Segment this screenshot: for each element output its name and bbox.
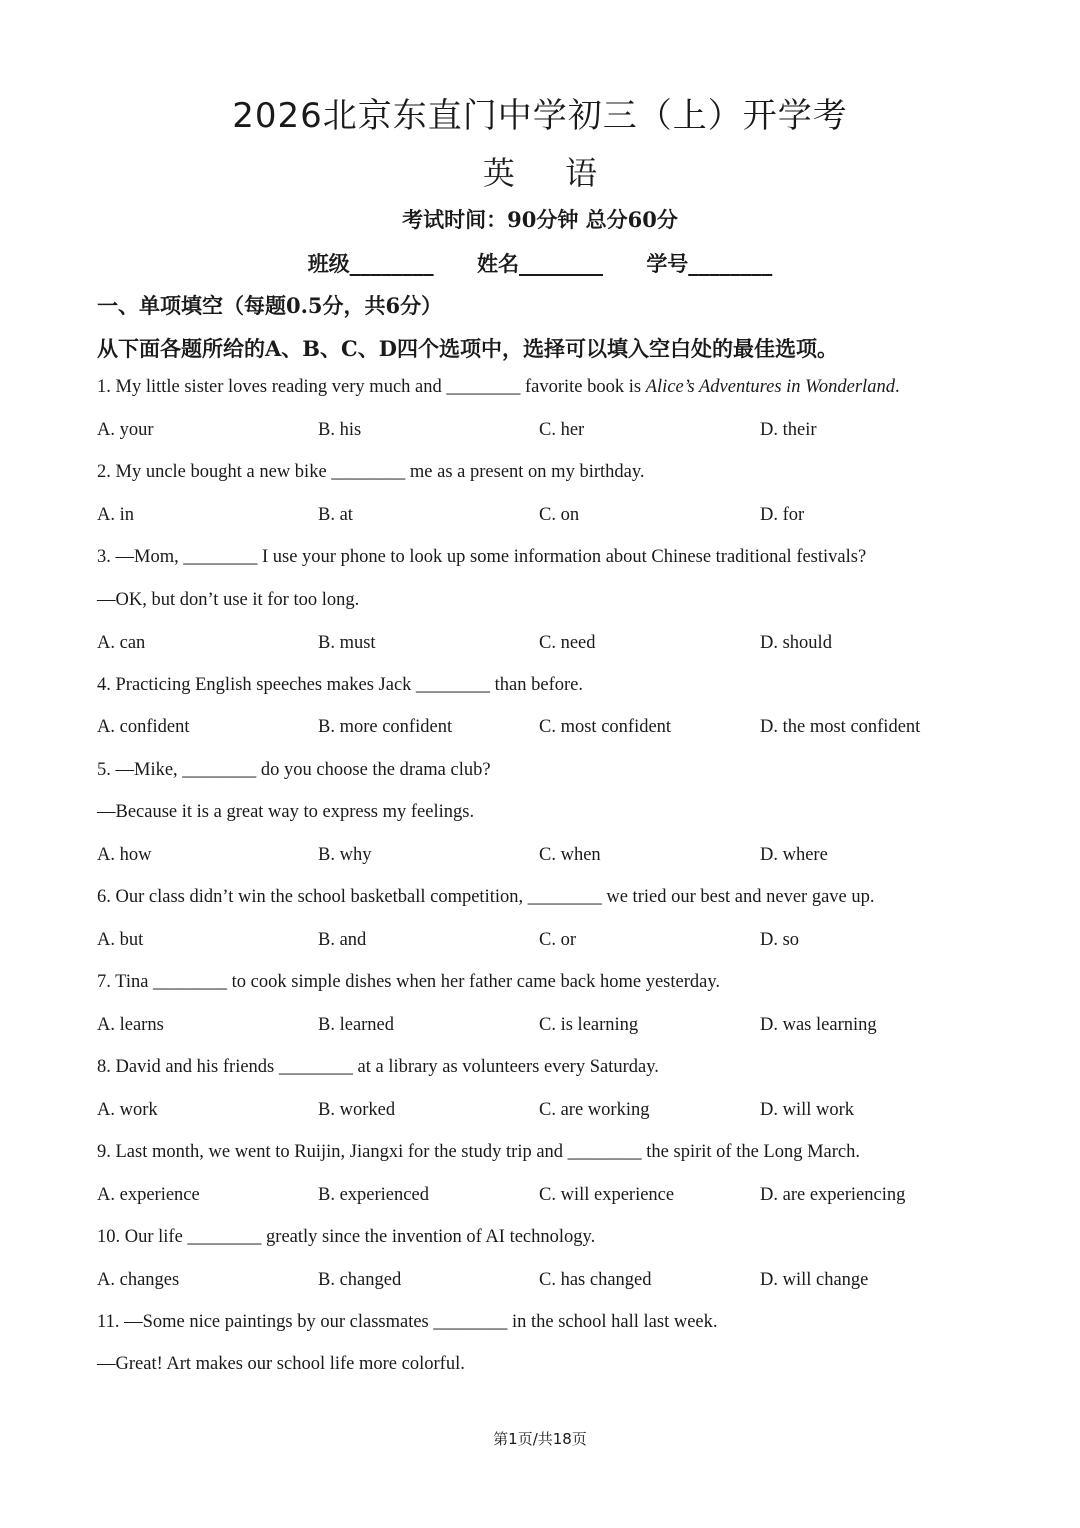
option-a: A. can	[97, 633, 146, 653]
option-b: B. more confident	[318, 717, 453, 737]
name-field: 姓名________	[477, 251, 603, 276]
exam-info: 考试时间：90分钟 总分60分	[402, 207, 678, 232]
question-10: 10. Our life ________ greatly since the invention of AI technology.	[97, 1227, 596, 1247]
student-fields	[0, 248, 1080, 278]
reply-5: —Because it is a great way to express my feelings.	[97, 802, 475, 822]
question-5: 5. —Mike, ________ do you choose the drama club?	[97, 760, 491, 780]
option-c: C. her	[539, 420, 585, 440]
class-field: 班级________	[307, 251, 434, 276]
reply-3: —OK, but don’t use it for too long.	[97, 590, 360, 610]
option-c: C. are working	[539, 1100, 650, 1120]
question-8: 8. David and his friends ________ at a library as volunteers every Saturday.	[97, 1057, 659, 1077]
option-d: D. are experiencing	[760, 1185, 906, 1205]
option-a: A. how	[97, 845, 152, 865]
question-1	[97, 377, 900, 398]
question-4: 4. Practicing English speeches makes Jack ________ than before.	[97, 675, 584, 695]
subject-title: 英 语	[482, 154, 598, 192]
option-d: D. will work	[760, 1100, 855, 1120]
option-a: A. experience	[97, 1185, 200, 1205]
option-b: B. his	[318, 420, 362, 440]
option-a: A. in	[97, 505, 134, 525]
option-d: D. the most confident	[760, 717, 921, 737]
option-b: B. changed	[318, 1270, 402, 1290]
option-d: D. was learning	[760, 1015, 877, 1035]
option-a: A. confident	[97, 717, 190, 737]
question-1-end: .	[894, 377, 900, 397]
option-b: B. experienced	[318, 1185, 429, 1205]
option-d: D. where	[760, 845, 828, 865]
exam-title: 2026北京东直门中学初三（上）开学考	[232, 96, 848, 136]
question-9: 9. Last month, we went to Ruijin, Jiangxi for the study trip and ________ the spirit of the Long March.	[97, 1142, 861, 1162]
option-c: C. when	[539, 845, 601, 865]
option-c: C. or	[539, 930, 576, 950]
student-id-field: 学号________	[646, 251, 773, 276]
option-c: C. most confident	[539, 717, 672, 737]
option-c: C. is learning	[539, 1015, 639, 1035]
option-d: D. their	[760, 420, 817, 440]
question-3: 3. —Mom, ________ I use your phone to look up some information about Chinese traditional festivals?	[97, 547, 867, 567]
option-a: A. but	[97, 930, 144, 950]
option-c: C. will experience	[539, 1185, 675, 1205]
option-a: A. changes	[97, 1270, 180, 1290]
option-d: D. for	[760, 505, 805, 525]
option-b: B. and	[318, 930, 367, 950]
option-b: B. at	[318, 505, 353, 525]
question-1-text: 1. My little sister loves reading very much and ________ favorite book is	[97, 377, 646, 397]
option-d: D. should	[760, 633, 832, 653]
option-a: A. learns	[97, 1015, 164, 1035]
option-b: B. must	[318, 633, 376, 653]
book-title: Alice’s Adventures in Wonderland	[645, 377, 895, 397]
question-11: 11. —Some nice paintings by our classmates ________ in the school hall last week.	[97, 1312, 718, 1332]
option-b: B. learned	[318, 1015, 395, 1035]
question-2: 2. My uncle bought a new bike ________ me as a present on my birthday.	[97, 462, 645, 482]
question-6: 6. Our class didn’t win the school basketball competition, ________ we tried our best and never gave up.	[97, 887, 875, 907]
option-a: A. work	[97, 1100, 158, 1120]
option-a: A. your	[97, 420, 154, 440]
option-c: C. need	[539, 633, 596, 653]
option-c: C. on	[539, 505, 580, 525]
section-instruction: 从下面各题所给的A、B、C、D四个选项中，选择可以填入空白处的最佳选项。	[97, 336, 838, 361]
option-c: C. has changed	[539, 1270, 652, 1290]
question-7: 7. Tina ________ to cook simple dishes when her father came back home yesterday.	[97, 972, 721, 992]
option-b: B. why	[318, 845, 372, 865]
section-heading: 一、单项填空（每题0.5分，共6分）	[97, 293, 443, 318]
option-d: D. so	[760, 930, 800, 950]
option-d: D. will change	[760, 1270, 869, 1290]
reply-11: —Great! Art makes our school life more colorful.	[97, 1354, 465, 1374]
page-number: 第1页/共18页	[493, 1430, 587, 1448]
option-b: B. worked	[318, 1100, 396, 1120]
